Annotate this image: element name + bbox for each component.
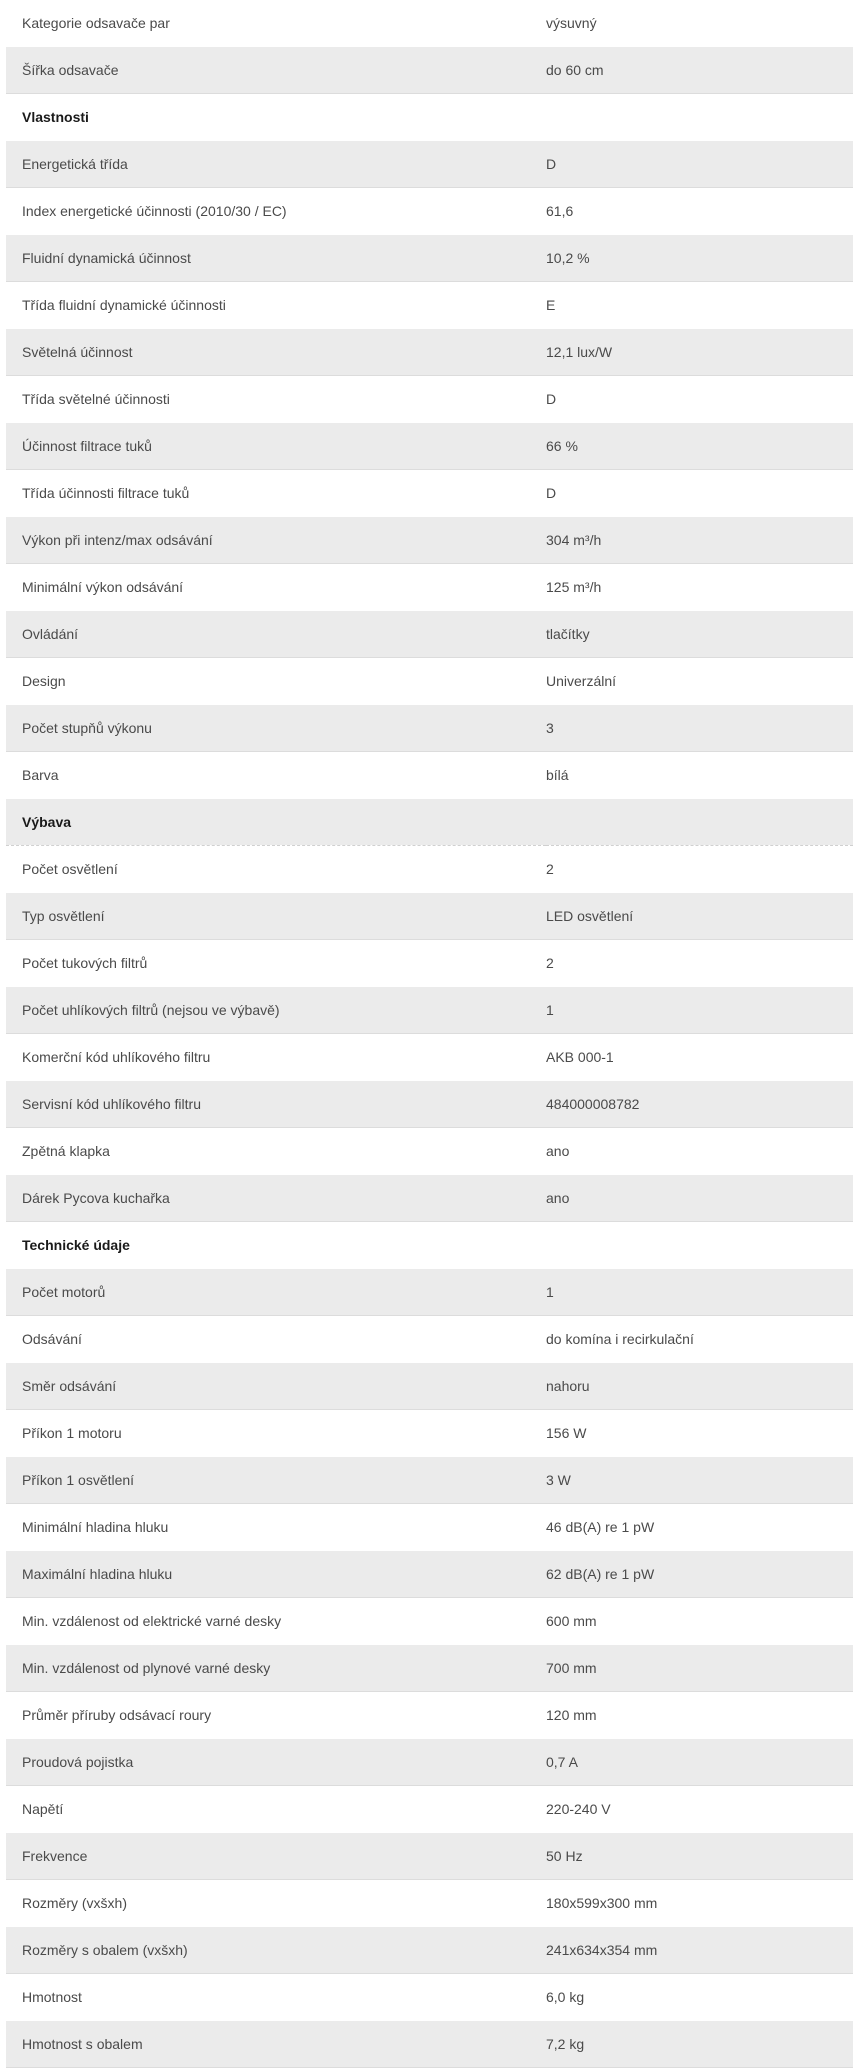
spec-row <box>6 705 853 752</box>
spec-row <box>6 611 853 658</box>
spec-row <box>6 1175 853 1222</box>
spec-row <box>6 1692 853 1739</box>
spec-label: Min. vzdálenost od plynové varné desky <box>6 1645 546 1692</box>
spec-label: Ovládání <box>6 611 546 658</box>
specifications-table <box>6 0 853 2068</box>
spec-value: ano <box>546 1128 853 1175</box>
spec-label: Minimální hladina hluku <box>6 1504 546 1551</box>
specifications-table-body <box>6 0 853 2068</box>
spec-label: Průměr příruby odsávací roury <box>6 1692 546 1739</box>
spec-row <box>6 141 853 188</box>
spec-label: Účinnost filtrace tuků <box>6 423 546 470</box>
spec-label: Šířka odsavače <box>6 47 546 94</box>
spec-row <box>6 517 853 564</box>
spec-value: D <box>546 470 853 517</box>
spec-value: do 60 cm <box>546 47 853 94</box>
spec-label: Kategorie odsavače par <box>6 0 546 47</box>
spec-row <box>6 1269 853 1316</box>
section-title: Technické údaje <box>6 1222 546 1269</box>
spec-value: 6,0 kg <box>546 1974 853 2021</box>
spec-row <box>6 658 853 705</box>
spec-row <box>6 940 853 987</box>
spec-row <box>6 47 853 94</box>
spec-row <box>6 1457 853 1504</box>
spec-label: Napětí <box>6 1786 546 1833</box>
spec-label: Výkon při intenz/max odsávání <box>6 517 546 564</box>
spec-row <box>6 1739 853 1786</box>
spec-label: Počet stupňů výkonu <box>6 705 546 752</box>
spec-value: 12,1 lux/W <box>546 329 853 376</box>
spec-label: Odsávání <box>6 1316 546 1363</box>
spec-label: Maximální hladina hluku <box>6 1551 546 1598</box>
spec-label: Zpětná klapka <box>6 1128 546 1175</box>
spec-value: 50 Hz <box>546 1833 853 1880</box>
spec-value: bílá <box>546 752 853 799</box>
spec-value: 1 <box>546 1269 853 1316</box>
spec-label: Design <box>6 658 546 705</box>
spec-value: 61,6 <box>546 188 853 235</box>
spec-row <box>6 423 853 470</box>
spec-label: Rozměry (vxšxh) <box>6 1880 546 1927</box>
section-header-row <box>6 1222 853 1269</box>
spec-value: 600 mm <box>546 1598 853 1645</box>
spec-value: tlačítky <box>546 611 853 658</box>
spec-value: 7,2 kg <box>546 2021 853 2068</box>
spec-label: Energetická třída <box>6 141 546 188</box>
section-title: Vlastnosti <box>6 94 546 141</box>
spec-label: Směr odsávání <box>6 1363 546 1410</box>
spec-label: Index energetické účinnosti (2010/30 / EC) <box>6 188 546 235</box>
spec-label: Hmotnost <box>6 1974 546 2021</box>
spec-value: LED osvětlení <box>546 893 853 940</box>
spec-label: Min. vzdálenost od elektrické varné desky <box>6 1598 546 1645</box>
section-title: Výbava <box>6 799 546 846</box>
spec-row <box>6 235 853 282</box>
spec-value: 484000008782 <box>546 1081 853 1128</box>
spec-row <box>6 1598 853 1645</box>
spec-row <box>6 846 853 893</box>
spec-value: 46 dB(A) re 1 pW <box>546 1504 853 1551</box>
section-header-row <box>6 94 853 141</box>
spec-label: Servisní kód uhlíkového filtru <box>6 1081 546 1128</box>
spec-row <box>6 1786 853 1833</box>
spec-value: 241x634x354 mm <box>546 1927 853 1974</box>
spec-label: Typ osvětlení <box>6 893 546 940</box>
spec-row <box>6 1833 853 1880</box>
spec-row <box>6 470 853 517</box>
spec-value: 3 <box>546 705 853 752</box>
spec-label: Fluidní dynamická účinnost <box>6 235 546 282</box>
spec-value: 125 m³/h <box>546 564 853 611</box>
spec-value: AKB 000-1 <box>546 1034 853 1081</box>
spec-row <box>6 1551 853 1598</box>
spec-row <box>6 1034 853 1081</box>
spec-value: 3 W <box>546 1457 853 1504</box>
spec-row <box>6 1504 853 1551</box>
section-empty-cell <box>546 799 853 846</box>
section-header-row <box>6 799 853 846</box>
spec-row <box>6 282 853 329</box>
spec-label: Dárek Pycova kuchařka <box>6 1175 546 1222</box>
spec-label: Počet osvětlení <box>6 846 546 893</box>
spec-value: D <box>546 141 853 188</box>
spec-label: Třída fluidní dynamické účinnosti <box>6 282 546 329</box>
spec-value: Univerzální <box>546 658 853 705</box>
spec-label: Příkon 1 osvětlení <box>6 1457 546 1504</box>
spec-row <box>6 2021 853 2068</box>
spec-label: Třída světelné účinnosti <box>6 376 546 423</box>
spec-label: Příkon 1 motoru <box>6 1410 546 1457</box>
spec-row <box>6 188 853 235</box>
spec-row <box>6 1974 853 2021</box>
spec-value: do komína i recirkulační <box>546 1316 853 1363</box>
spec-label: Počet uhlíkových filtrů (nejsou ve výbavě) <box>6 987 546 1034</box>
spec-value: 304 m³/h <box>546 517 853 564</box>
spec-label: Hmotnost s obalem <box>6 2021 546 2068</box>
spec-value: 2 <box>546 940 853 987</box>
spec-row <box>6 893 853 940</box>
spec-label: Počet motorů <box>6 1269 546 1316</box>
spec-row <box>6 0 853 47</box>
spec-value: 180x599x300 mm <box>546 1880 853 1927</box>
spec-row <box>6 376 853 423</box>
spec-label: Minimální výkon odsávání <box>6 564 546 611</box>
spec-value: výsuvný <box>546 0 853 47</box>
spec-value: nahoru <box>546 1363 853 1410</box>
spec-row <box>6 1927 853 1974</box>
spec-label: Třída účinnosti filtrace tuků <box>6 470 546 517</box>
spec-row <box>6 752 853 799</box>
spec-value: ano <box>546 1175 853 1222</box>
spec-value: 10,2 % <box>546 235 853 282</box>
spec-value: 66 % <box>546 423 853 470</box>
spec-row <box>6 1645 853 1692</box>
spec-value: 62 dB(A) re 1 pW <box>546 1551 853 1598</box>
spec-row <box>6 1316 853 1363</box>
spec-label: Komerční kód uhlíkového filtru <box>6 1034 546 1081</box>
spec-label: Počet tukových filtrů <box>6 940 546 987</box>
spec-row <box>6 1410 853 1457</box>
spec-value: 220-240 V <box>546 1786 853 1833</box>
spec-row <box>6 564 853 611</box>
section-empty-cell <box>546 1222 853 1269</box>
spec-value: 0,7 A <box>546 1739 853 1786</box>
spec-label: Rozměry s obalem (vxšxh) <box>6 1927 546 1974</box>
spec-value: 156 W <box>546 1410 853 1457</box>
spec-label: Frekvence <box>6 1833 546 1880</box>
spec-label: Barva <box>6 752 546 799</box>
spec-value: 700 mm <box>546 1645 853 1692</box>
section-empty-cell <box>546 94 853 141</box>
spec-value: E <box>546 282 853 329</box>
spec-row <box>6 987 853 1034</box>
spec-row <box>6 1081 853 1128</box>
spec-value: 1 <box>546 987 853 1034</box>
spec-value: 2 <box>546 846 853 893</box>
spec-row <box>6 1363 853 1410</box>
spec-value: 120 mm <box>546 1692 853 1739</box>
spec-row <box>6 1880 853 1927</box>
spec-row <box>6 329 853 376</box>
spec-value: D <box>546 376 853 423</box>
spec-label: Světelná účinnost <box>6 329 546 376</box>
spec-label: Proudová pojistka <box>6 1739 546 1786</box>
spec-row <box>6 1128 853 1175</box>
